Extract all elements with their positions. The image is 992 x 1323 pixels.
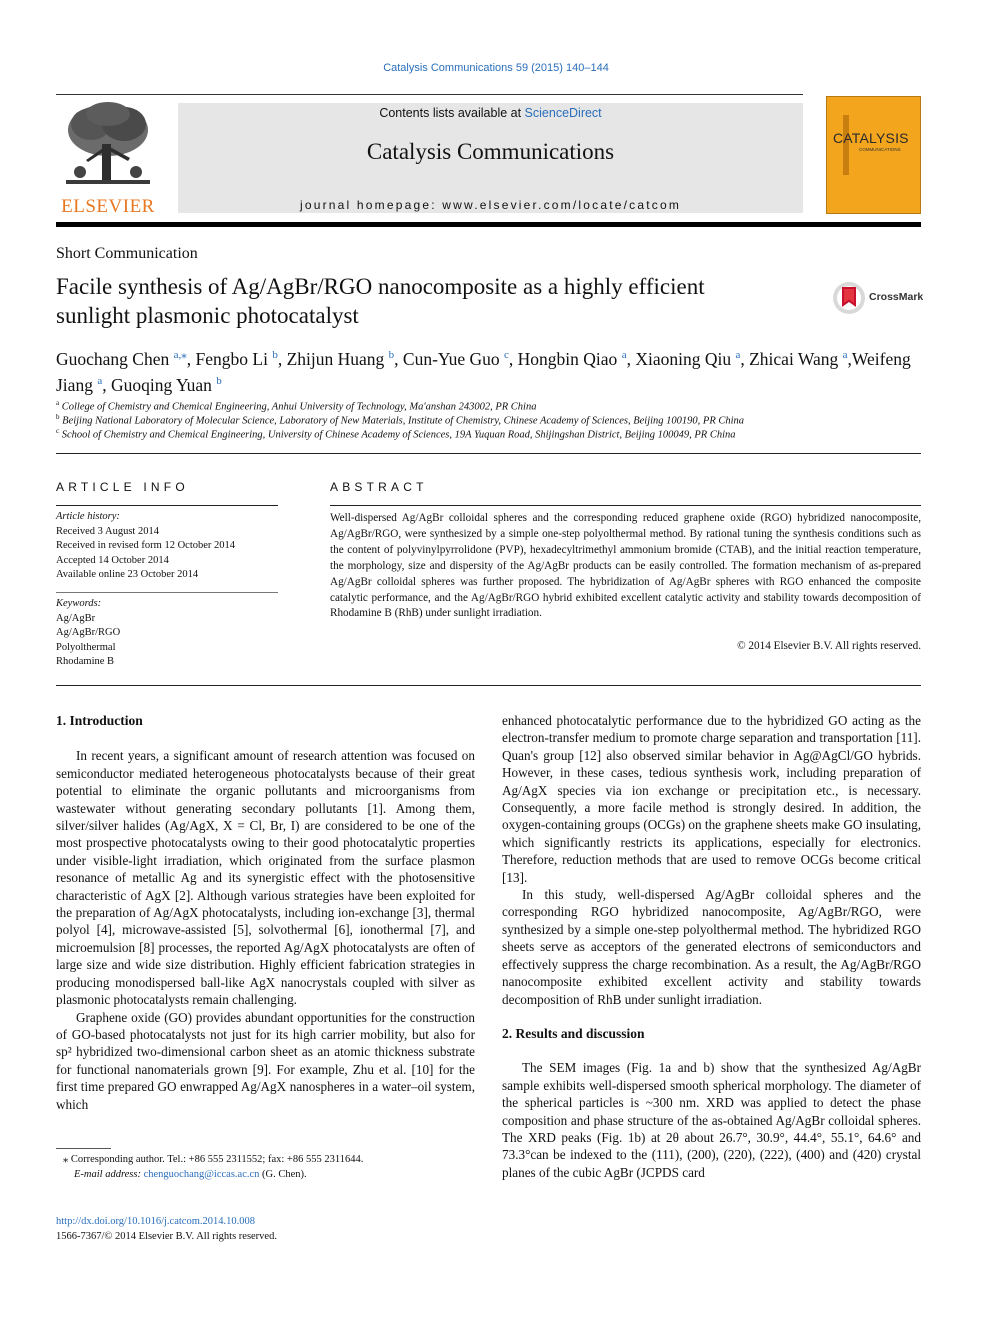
author-separator: ,: [186, 348, 196, 369]
author-name: Zhijun Huang: [286, 348, 385, 369]
keywords-label: Keywords:: [56, 598, 102, 609]
history-item: Accepted 14 October 2014: [56, 554, 169, 566]
elsevier-logo: [56, 100, 160, 216]
author[interactable]: [749, 349, 852, 369]
author-affiliation-mark: a: [621, 349, 627, 361]
author-separator: ,: [847, 348, 852, 369]
author-separator: ,: [740, 348, 750, 369]
abstract-copyright: © 2014 Elsevier B.V. All rights reserved.: [737, 640, 921, 652]
author-separator: ,: [102, 374, 111, 395]
paragraph: In recent years, a significant amount of research attention was focused on semiconductor mediated heterogeneous photocatalysts because of their great potential to eliminate the organic pollutants and microorganisms from wastewater without generating secondary pollutants [1]. Among them, silver/silver halides (Ag/AgX, X = Cl, Br, I) are considered to be one of the most prospective photocatalysts owing to their good photocatalytic properties under visible-light irradiation, which originated from the surface plasmon resonance of metallic Ag and its synergistic effect with the photosensitive characteristic of AgX [2]. Although various strategies have been exploited for the preparation of Ag/AgX photocatalysts, including ion-exchange [3], thermal polyol [4], microwave-assisted [5], solvothermal [6], ionothermal [7], and microemulsion [8] processes, the reported Ag/AgX photocatalysts are often of large size and wide size distribution. Highly efficient fabrication strategies in producing monodispersed ball-like AgX nanocrystals coupled with silver as plasmonic photocatalysts remain challenging.: [56, 748, 475, 1008]
issn-line: 1566-7367/© 2014 Elsevier B.V. All rights reserved.: [56, 1231, 277, 1242]
article-title: [56, 272, 776, 330]
info-divider-mid: [56, 592, 278, 593]
author[interactable]: [518, 349, 636, 369]
contents-line: [178, 106, 803, 120]
footnote-divider: [56, 1148, 111, 1149]
crossmark-label: CrossMark: [869, 291, 924, 303]
author-name: Guoqing Yuan: [110, 374, 212, 395]
affiliation-text: School of Chemistry and Chemical Engineering, University of Chinese Academy of Sciences, 19A Yuquan Road, Shijingshan District, Beijing 100049, PR China: [61, 429, 736, 441]
author-name: Guochang Chen: [56, 348, 170, 369]
author-name: Fengbo Li: [195, 348, 268, 369]
section-heading-introduction: 1. Introduction: [56, 713, 143, 728]
author[interactable]: [635, 349, 749, 369]
body-left-column: [56, 712, 475, 1113]
history-label: Article history:: [56, 511, 120, 522]
paragraph: Graphene oxide (GO) provides abundant opportunities for the construction of GO-based photocatalysts not just for its high carrier mobility, but also for sp² hybridized two-dimensional carbon sheet as an atomic thickness substrate for functional nanomaterials grown [9]. For example, Zhu et al. [10] for the first time prepared GO enwrapped Ag/AgX nanospheres in a water–oil system, which: [56, 1009, 475, 1112]
header-divider: [56, 94, 803, 95]
keyword-item: Rhodamine B: [56, 656, 115, 668]
affiliation-b: [56, 413, 922, 427]
section-heading-results: 2. Results and discussion: [502, 1025, 645, 1041]
title-line-1: Facile synthesis of Ag/AgBr/RGO nanocomposite as a highly efficient: [56, 274, 705, 299]
journal-homepage[interactable]: journal homepage: www.elsevier.com/locate/catcom: [299, 198, 682, 212]
author-affiliation-mark: a,⁎: [173, 349, 187, 361]
author-affiliation-mark: a: [842, 349, 848, 361]
journal-header-box: [178, 103, 803, 213]
author-affiliation-mark: b: [216, 374, 222, 387]
affiliation-divider: [56, 453, 921, 454]
keyword-item: Ag/AgBr/RGO: [56, 627, 121, 639]
affiliation-text: College of Chemistry and Chemical Engineering, Anhui University of Technology, Ma'anshan 243002, PR China: [61, 401, 537, 413]
journal-reference[interactable]: Catalysis Communications 59 (2015) 140–144: [383, 62, 609, 74]
author-affiliation-mark: a: [97, 374, 103, 387]
paragraph: The SEM images (Fig. 1a and b) show that the synthesized Ag/AgBr sample exhibits well-dispersed smooth spherical morphology. The diameter of the spherical particles is ~300 nm. XRD was applied to detect the phase composition and phase structure of the as-obtained Ag/AgBr colloidal spheres. The XRD peaks (Fig. 1b) at 2θ about 26.7°, 30.9°, 44.4°, 55.1°, 64.6° and 73.3°can be indexed to the (111), (200), (220), (222), (400) and (420) crystal planes of the cubic AgBr (JCPDS card: [502, 1060, 921, 1180]
paragraph: In this study, well-dispersed Ag/AgBr colloidal spheres and the corresponding RGO hybridized nanocomposite, Ag/AgBr/RGO, were synthesized by a simple one-step polyolthermal method. The hybridized RGO sheets serve as acceptors of the generated electrons of semiconductors and effectively suppress the charge recombination. As a result, the Ag/AgBr/RGO nanocomposite exhibited excellent activity and stability towards decomposition of RhB under sunlight irradiation.: [502, 887, 921, 1007]
abstract-divider-top: [330, 505, 921, 506]
author-affiliation-mark: c: [504, 349, 509, 361]
footnote-mark: ⁎: [63, 1154, 69, 1165]
sciencedirect-link[interactable]: ScienceDirect: [524, 106, 602, 120]
email-line: [56, 1168, 475, 1183]
corresponding-author: Corresponding author. Tel.: +86 555 2311552; fax: +86 555 2311644.: [70, 1154, 364, 1165]
affiliation-mark: c: [56, 427, 60, 435]
author-name: Weifeng Jiang: [56, 348, 911, 395]
crossmark-icon: [832, 281, 866, 315]
author-separator: ,: [508, 348, 518, 369]
author-name: Xiaoning Qiu: [635, 348, 732, 369]
info-divider-top: [56, 505, 278, 506]
affiliation-a: [56, 399, 922, 413]
author-affiliation-mark: b: [388, 349, 395, 361]
keywords-block: [56, 597, 278, 670]
crossmark-badge[interactable]: [832, 281, 932, 315]
abstract-divider-bottom: [56, 685, 921, 686]
contents-prefix: Contents lists available at: [379, 106, 525, 120]
history-item: Available online 23 October 2014: [56, 569, 199, 581]
author[interactable]: [56, 349, 196, 369]
doi-link[interactable]: http://dx.doi.org/10.1016/j.catcom.2014.10.008: [56, 1216, 256, 1227]
email-label: E-mail address:: [74, 1168, 144, 1180]
email-suffix: (G. Chen).: [259, 1168, 307, 1180]
elsevier-tree-icon: [56, 100, 160, 196]
affiliation-mark: a: [56, 399, 60, 407]
body-right-column: [502, 712, 921, 1181]
cover-title: CATALYSIS: [833, 130, 909, 146]
author[interactable]: [196, 349, 287, 369]
affiliation-text: Beijing National Laboratory of Molecular Science, Laboratory of New Materials, Institute of Chemistry, Chinese Academy of Sciences, Beijing 100190, PR China: [62, 415, 745, 427]
author-affiliation-mark: b: [272, 349, 278, 361]
author[interactable]: [111, 375, 222, 395]
section-type: Short Communication: [56, 245, 198, 262]
affiliation-c: [56, 427, 922, 441]
history-item: Received in revised form 12 October 2014: [56, 540, 236, 552]
email-link[interactable]: chenguochang@iccas.ac.cn: [143, 1168, 260, 1180]
footnote-line: [56, 1153, 475, 1168]
author[interactable]: [403, 349, 518, 369]
author-separator: ,: [277, 348, 287, 369]
affiliation-mark: b: [56, 413, 60, 421]
history-item: Received 3 August 2014: [56, 525, 159, 537]
author-list: [56, 344, 922, 396]
keyword-item: Ag/AgBr: [56, 612, 96, 624]
corresponding-footnote: [56, 1153, 475, 1182]
author-separator: ,: [394, 348, 403, 369]
author-name: Hongbin Qiao: [517, 348, 618, 369]
journal-name: Catalysis Communications: [366, 139, 615, 164]
abstract-text: Well-dispersed Ag/AgBr colloidal spheres and the corresponding reduced graphene oxide (RGO) hybridized nanocomposite, Ag/AgBr/RGO, were synthesized by a simple one-step polyolthermal method. By rational tuning the synthesis conditions such as the content of polyvinylpyrrolidone (PVP), hexadecyltrimethyl ammonium bromide (CTAB), and the initial reaction temperature, the morphology, size and dispersity of the Ag/AgBr products can be easily controlled. The formation mechanism of as-prepared Ag/AgBr colloidal spheres was further proposed. The hybridization of Ag/AgBr spheres with RGO enhanced the composite catalytic performance, and the Ag/AgBr/RGO hybrid exhibited excellent catalytic activity and stability towards decomposition of Rhodamine B (RhB) under sunlight irradiation.: [330, 512, 921, 620]
author-name: Cun-Yue Guo: [402, 348, 500, 369]
cover-subtitle: COMMUNICATIONS: [859, 147, 901, 152]
author-separator: ,: [626, 348, 636, 369]
elsevier-wordmark: ELSEVIER: [61, 196, 155, 217]
author[interactable]: [287, 349, 403, 369]
keyword-item: Polyolthermal: [56, 641, 116, 653]
article-history: [56, 510, 278, 583]
title-line-2: sunlight plasmonic photocatalyst: [56, 303, 359, 328]
abstract-heading: ABSTRACT: [330, 480, 428, 494]
header-thick-rule: [56, 222, 921, 227]
paragraph: enhanced photocatalytic performance due to the hybridized GO acting as the electron-transfer medium to promote charge separation and transportation [11]. Quan's group [12] also observed similar behavior in Ag@AgCl/GO hybrids. However, in these cases, tedious synthesis work, including preparation of Ag/AgX species via ion exchange or precipitation etc., is necessary. Consequently, a more facile method is strongly desired. In addition, the oxygen-containing groups (OCGs) on the graphene sheets make GO insulating, which significantly restricts its applications, especially for electronics. Therefore, reduction methods that are used to remove OCGs become critical [13].: [502, 713, 921, 885]
author-affiliation-mark: a: [735, 349, 741, 361]
author-name: Zhicai Wang: [749, 348, 839, 369]
article-info-heading: ARTICLE INFO: [56, 480, 189, 494]
journal-cover[interactable]: [826, 96, 921, 214]
